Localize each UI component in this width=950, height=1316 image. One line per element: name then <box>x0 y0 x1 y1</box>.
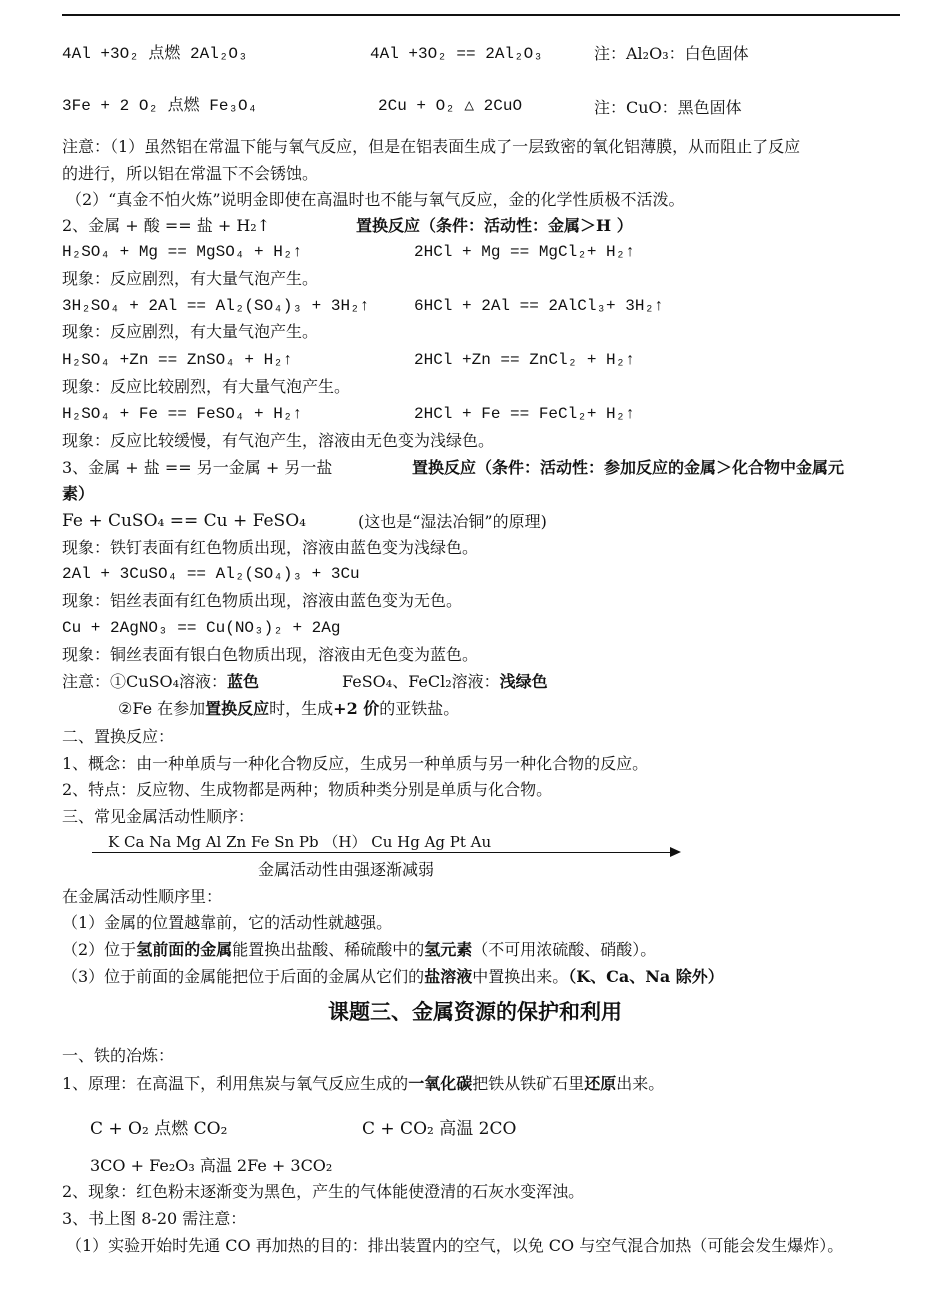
equation-hcl-fe: 2HCl + Fe == FeCl₂+ H₂↑ <box>414 405 635 423</box>
equation-h2so4-al: 3H₂SO₄ + 2Al == Al₂(SO₄)₃ + 3H₂↑ <box>62 297 370 315</box>
equation-cu-agno3: Cu + 2AgNO₃ == Cu(NO₃)₂ + 2Ag <box>62 619 341 637</box>
top-rule <box>62 14 900 16</box>
equation-cu-o2: 2Cu + O₂ △ 2CuO <box>378 97 523 115</box>
phenomenon-mg: 现象：反应剧烈，有大量气泡产生。 <box>62 269 319 288</box>
equation-co-fe2o3: 3CO + Fe₂O₃ 高温 2Fe + 3CO₂ <box>90 1156 333 1175</box>
note-aluminum-film-cont: 的进行，所以铝在常温下不会锈蚀。 <box>62 164 319 183</box>
rule2-b: 氢前面的金属 <box>136 940 233 959</box>
equation-fe-o2: 3Fe + 2 O₂ 点燃 Fe₃O₄ <box>62 97 258 115</box>
acid-condition: 置换反应（条件：活动性：金属＞H ） <box>356 216 633 235</box>
phenomenon-fe: 现象：反应比较缓慢，有气泡产生，溶液由无色变为浅绿色。 <box>62 431 495 450</box>
phenomenon-fe-cuso4: 现象：铁钉表面有红色物质出现，溶液由蓝色变为浅绿色。 <box>62 538 479 557</box>
note-aluminum-film: 注意：（1）虽然铝在常温下能与氧气反应，但是在铝表面生成了一层致密的氧化铝薄膜，从而阻止了反应 <box>62 137 801 156</box>
phenomenon-al: 现象：反应剧烈，有大量气泡产生。 <box>62 322 319 341</box>
phenomenon-cu-agno3: 现象：铜丝表面有银白色物质出现，溶液由无色变为蓝色。 <box>62 645 479 664</box>
note-ferrous-b: 置换反应 <box>205 699 270 718</box>
equation-al-cuso4: 2Al + 3CuSO₄ == Al₂(SO₄)₃ + 3Cu <box>62 565 360 583</box>
equation-h2so4-zn: H₂SO₄ +Zn == ZnSO₄ + H₂↑ <box>62 351 293 369</box>
acid-heading: 2、金属 + 酸 == 盐 + H₂↑ <box>62 216 271 235</box>
equation-hcl-al: 6HCl + 2Al == 2AlCl₃+ 3H₂↑ <box>414 297 664 315</box>
salt-condition: 置换反应（条件：活动性：参加反应的金属＞化合物中金属元 <box>412 458 845 477</box>
equation-hcl-mg: 2HCl + Mg == MgCl₂+ H₂↑ <box>414 243 635 261</box>
equation-c-o2: C + O₂ 点燃 CO₂ <box>90 1119 228 1139</box>
equation-hcl-zn: 2HCl +Zn == ZnCl₂ + H₂↑ <box>414 351 635 369</box>
rule3-c: 中置换出来。 <box>472 967 569 986</box>
note-wet-copper: (这也是“湿法冶铜”的原理) <box>358 512 547 531</box>
note-fe-solutions-label: FeSO₄、FeCl₂溶液： <box>342 672 500 691</box>
rule2-c: 能置换出盐酸、稀硫酸中的 <box>232 940 425 959</box>
principle-d: 还原 <box>584 1074 617 1093</box>
topic3-title: 课题三、金属资源的保护和利用 <box>328 999 622 1024</box>
activity-series: K Ca Na Mg Al Zn Fe Sn Pb （H） Cu Hg Ag Pt Au <box>108 833 492 851</box>
note-al2o3: 注：Al₂O₃：白色固体 <box>594 44 749 63</box>
rule3-d: （K、Ca、Na 除外） <box>568 967 724 986</box>
section2-concept: 1、概念：由一种单质与一种化合物反应，生成另一种单质与另一种化合物的反应。 <box>62 754 649 773</box>
note-ferrous-c: 时，生成 <box>269 699 334 718</box>
activity-arrow-line <box>92 852 672 853</box>
principle-e: 出来。 <box>616 1074 665 1093</box>
note-cuso4-label: 注意：①CuSO₄溶液： <box>62 672 228 691</box>
smelting-principle <box>62 1074 664 1094</box>
rule2-d: 氢元素 <box>424 940 473 959</box>
principle-b: 一氧化碳 <box>408 1074 473 1093</box>
rule2-e: （不可用浓硫酸、硝酸）。 <box>472 940 657 959</box>
note-light-green: 浅绿色 <box>499 672 548 691</box>
rule3-a: （3）位于前面的金属能把位于后面的金属从它们的 <box>62 967 425 986</box>
salt-condition-cont: 素） <box>62 484 95 503</box>
activity-rule-3 <box>62 967 724 987</box>
section2-heading: 二、置换反应： <box>62 727 175 746</box>
equation-h2so4-fe: H₂SO₄ + Fe == FeSO₄ + H₂↑ <box>62 405 303 423</box>
activity-intro: 在金属活动性顺序里： <box>62 887 223 906</box>
equation-h2so4-mg: H₂SO₄ + Mg == MgSO₄ + H₂↑ <box>62 243 303 261</box>
note-gold: （2）“真金不怕火炼”说明金即使在高温时也不能与氧气反应，金的化学性质极不活泼。 <box>66 190 685 209</box>
equation-c-co2: C + CO₂ 高温 2CO <box>362 1119 517 1139</box>
note-fe-solutions <box>342 672 548 692</box>
activity-arrow-head <box>670 847 681 857</box>
note-solution-colors <box>62 672 259 692</box>
note-ferrous-e: 的亚铁盐。 <box>379 699 460 718</box>
section2-feature: 2、特点：反应物、生成物都是两种；物质种类分别是单质与化合物。 <box>62 780 553 799</box>
note-ferrous-a: ②Fe 在参加 <box>118 699 206 718</box>
equation-al-o2-room: 4Al +3O₂ == 2Al₂O₃ <box>370 45 543 63</box>
rule3-b: 盐溶液 <box>424 967 473 986</box>
salt-heading: 3、金属 + 盐 == 另一金属 + 另一盐 <box>62 458 333 477</box>
iron-smelting-heading: 一、铁的冶炼： <box>62 1046 175 1065</box>
equation-al-o2-ignite: 4Al +3O₂ 点燃 2Al₂O₃ <box>62 45 248 63</box>
note-blue: 蓝色 <box>227 672 260 691</box>
phenomenon-zn: 现象：反应比较剧烈，有大量气泡产生。 <box>62 377 351 396</box>
note-ferrous-d: +2 价 <box>333 699 380 718</box>
phenomenon-al-cuso4: 现象：铝丝表面有红色物质出现，溶液由蓝色变为无色。 <box>62 591 463 610</box>
smelting-phenomenon: 2、现象：红色粉末逐渐变为黑色，产生的气体能使澄清的石灰水变浑浊。 <box>62 1182 585 1201</box>
activity-rule-2 <box>62 940 656 960</box>
activity-arrow-label: 金属活动性由强逐渐减弱 <box>258 860 435 879</box>
figure-note-heading: 3、书上图 8-20 需注意： <box>62 1209 247 1228</box>
principle-a: 1、原理：在高温下，利用焦炭与氧气反应生成的 <box>62 1074 409 1093</box>
section3-heading: 三、常见金属活动性顺序： <box>62 807 255 826</box>
equation-fe-cuso4: Fe + CuSO₄ == Cu + FeSO₄ <box>62 511 306 531</box>
activity-rule-1: （1）金属的位置越靠前，它的活动性就越强。 <box>62 913 393 932</box>
note-ferrous <box>118 699 459 719</box>
principle-c: 把铁从铁矿石里 <box>472 1074 585 1093</box>
rule2-a: （2）位于 <box>62 940 137 959</box>
note-cuo: 注：CuO：黑色固体 <box>594 98 742 117</box>
figure-note-1: （1）实验开始时先通 CO 再加热的目的：排出装置内的空气，以免 CO 与空气混合加热（可能会发生爆炸）。 <box>66 1236 844 1255</box>
